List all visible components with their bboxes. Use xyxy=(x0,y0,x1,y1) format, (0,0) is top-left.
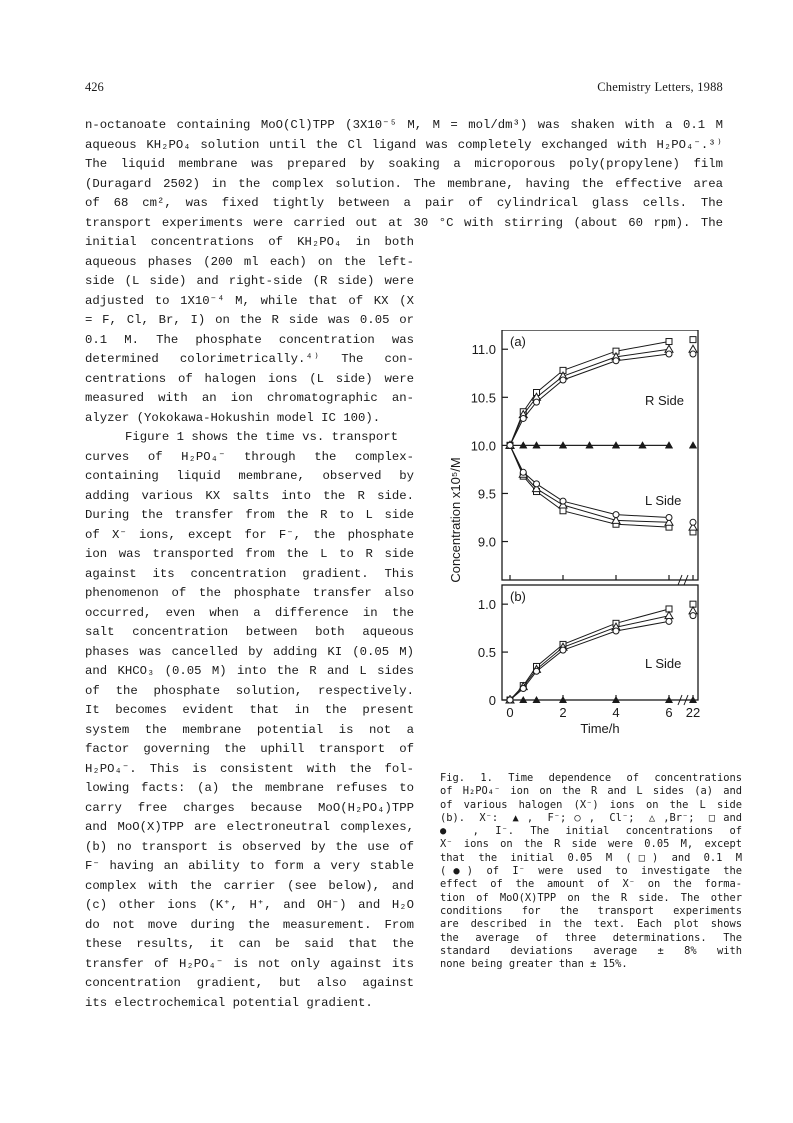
text-line: side (L side) and right-side (R side) were xyxy=(85,274,414,288)
figure-1 xyxy=(440,330,740,770)
text-line: measured with an ion chromatographic an- xyxy=(85,391,414,405)
text-line: do not move during the measurement. From xyxy=(85,917,414,932)
data-point xyxy=(690,613,696,619)
text-line: against its concentration gradient. This xyxy=(85,566,414,581)
data-point xyxy=(560,498,566,504)
text-line: = F, Cl, Br, I) on the R side was 0.05 or xyxy=(85,313,414,327)
text-line: H₂PO₄⁻. This is consistent with the fol- xyxy=(85,761,414,776)
caption-line: none being greater than ± 15%. xyxy=(440,958,628,971)
text-line: alyzer (Yokokawa-Hokushin model IC 100). xyxy=(85,410,381,425)
caption-line: are described in the text. Each plot shows xyxy=(440,918,742,931)
text-line: phenomenon of the phosphate transfer also xyxy=(85,586,414,600)
data-point xyxy=(612,441,620,448)
plot-frame xyxy=(502,585,698,700)
data-point xyxy=(560,647,566,653)
series-line xyxy=(510,609,669,700)
x-tick-label: 0 xyxy=(506,705,514,720)
text-line: It becomes evident that in the present xyxy=(85,703,414,717)
text-line: phases was cancelled by adding KI (0.05 M) xyxy=(85,644,414,659)
page-header xyxy=(0,80,793,100)
caption-line: tion of MoO(X)TPP on the R side. The other xyxy=(440,891,742,904)
data-point xyxy=(507,697,513,703)
y-tick-label: 10.0 xyxy=(470,438,496,454)
caption-line: that the initial 0.05 M (□) and 0.1 M xyxy=(440,851,742,864)
data-point xyxy=(666,515,672,521)
data-point xyxy=(520,469,526,475)
caption-line: of H₂PO₄⁻ ion on the R and L sides (a) and xyxy=(440,785,742,798)
annotation-l-side: L Side xyxy=(645,493,682,508)
data-point xyxy=(534,481,540,487)
text-line: carry free charges because MoO(H₂PO₄)TPP xyxy=(85,800,414,815)
data-point xyxy=(559,441,567,448)
data-point xyxy=(690,351,696,357)
data-point xyxy=(613,512,619,518)
x-tick-label: 6 xyxy=(665,705,673,720)
figure-1-plot xyxy=(440,330,740,770)
text-line: concentration gradient, but also against xyxy=(85,976,414,990)
y-tick-label: 9.5 xyxy=(477,486,496,502)
text-line: Figure 1 shows the time vs. transport xyxy=(125,430,399,444)
y-tick-label: 0 xyxy=(488,693,496,708)
text-line: F⁻ having an ability to form a very stable xyxy=(85,859,414,873)
caption-line: Fig. 1. Time dependence of concentrations xyxy=(440,772,742,784)
y-tick-label: 1.0 xyxy=(477,597,496,613)
data-point xyxy=(507,442,513,448)
body-full-width xyxy=(85,116,723,233)
text-line: (b) no transport is observed by the use of xyxy=(85,839,414,854)
text-line: factor governing the uphill transport of xyxy=(85,742,414,756)
text-line: of X⁻ ions, except for F⁻, the phosphate xyxy=(85,527,414,542)
text-line: lowing facts: (a) the membrane refuses to xyxy=(85,781,414,795)
panel-label: (b) xyxy=(510,589,526,604)
data-point xyxy=(689,441,697,448)
plot-frame xyxy=(502,330,698,580)
text-line: its electrochemical potential gradient. xyxy=(85,995,373,1010)
y-tick-label: 10.5 xyxy=(470,390,496,406)
caption-line: effect of the amount of X⁻ on the forma- xyxy=(440,878,742,891)
data-point xyxy=(613,628,619,634)
text-line: aqueous KH₂PO₄ solution until the Cl ligand was completely exchanged with H₂PO₄⁻.³⁾ xyxy=(85,137,723,152)
data-point xyxy=(666,618,672,624)
y-axis-label: Concentration x10⁵/M xyxy=(448,457,463,583)
data-point xyxy=(613,358,619,364)
text-line: adding various KX salts into the R side. xyxy=(85,488,414,503)
text-line: of the phosphate solution, respectively. xyxy=(85,683,414,698)
x-axis-label: Time/h xyxy=(580,721,620,736)
text-line: (Duragard 2502) in the complex solution. The membrane, having the effective area xyxy=(85,176,723,191)
text-line: of 68 cm², was fixed tightly between a pair of cylindrical glass cells. The xyxy=(85,196,723,210)
text-line: occurred, even when a difference in the xyxy=(85,605,414,620)
text-line: aqueous phases (200 ml each) on the left- xyxy=(85,254,414,269)
caption-line: of various halogen (X⁻) ions on the L side xyxy=(440,798,742,811)
data-point xyxy=(690,519,696,525)
data-point xyxy=(639,441,647,448)
caption-line: X⁻ ions on the R side were 0.05 M, except xyxy=(440,838,742,851)
caption-line: ● , I⁻. The initial concentrations of xyxy=(440,825,742,838)
text-line: initial concentrations of KH₂PO₄ in both xyxy=(85,235,414,249)
caption-line: standard deviations average ± 8% with xyxy=(440,944,742,957)
y-tick-label: 9.0 xyxy=(477,534,496,550)
x-tick-label: 2 xyxy=(559,705,567,720)
data-point xyxy=(560,508,566,514)
data-point xyxy=(519,441,527,448)
x-tick-label: 22 xyxy=(685,705,701,720)
annotation-l-side: L Side xyxy=(645,656,682,671)
caption-line: (b). X⁻: ▲, F⁻;○, Cl⁻; △,Br⁻; □and xyxy=(440,811,742,824)
text-line: and KHCO₃ (0.05 M) into the R and L sides xyxy=(85,664,414,678)
body-left-column xyxy=(85,233,414,1013)
data-point xyxy=(690,337,696,343)
panel-label: (a) xyxy=(510,334,526,349)
text-line: transfer of H₂PO₄⁻ is not only against its xyxy=(85,956,414,971)
data-point xyxy=(534,399,540,405)
text-line: system the membrane potential is not a xyxy=(85,722,414,737)
text-line: ion was transported from the L to R side xyxy=(85,547,414,561)
data-point xyxy=(560,377,566,383)
text-line: n-octanoate containing MoO(Cl)TPP (3X10⁻⁵ M, M = mol/dm³) was shaken with a 0.1 M xyxy=(85,118,723,132)
text-line: complex with the carrier (see below), and xyxy=(85,878,414,893)
text-line: transport experiments were carried out at 30 °C with stirring (about 60 rpm). The xyxy=(85,215,723,230)
caption-line: conditions for the transport experiments xyxy=(440,904,742,917)
journal-title: Chemistry Letters, 1988 xyxy=(597,80,723,94)
data-point xyxy=(520,686,526,692)
page-number: 426 xyxy=(85,80,104,94)
text-line: During the transfer from the R to L side xyxy=(85,508,414,522)
y-tick-label: 0.5 xyxy=(477,645,496,661)
text-line: containing liquid membrane, observed by xyxy=(85,469,414,483)
y-tick-label: 11.0 xyxy=(471,342,496,358)
data-point xyxy=(665,441,673,448)
data-point xyxy=(665,612,673,619)
x-tick-label: 4 xyxy=(612,705,620,720)
figure-caption xyxy=(440,772,742,971)
data-point xyxy=(586,441,594,448)
text-line: these results, it can be said that the xyxy=(85,937,414,951)
text-line: adjusted to 1X10⁻⁴ M, while that of KX (X xyxy=(85,293,414,308)
text-line: (c) other ions (K⁺, H⁺, and OH⁻) and H₂O xyxy=(85,898,414,912)
text-line: centrations of halogen ions (L side) were xyxy=(85,371,414,386)
text-line: curves of H₂PO₄⁻ through the complex- xyxy=(85,449,414,464)
data-point xyxy=(533,441,541,448)
data-point xyxy=(666,339,672,345)
caption-line: the average of three determinations. The xyxy=(440,931,742,944)
data-point xyxy=(666,351,672,357)
data-point xyxy=(520,415,526,421)
caption-line: (●) of I⁻ were used to investigate the xyxy=(440,865,742,878)
annotation-r-side: R Side xyxy=(645,393,685,408)
text-line: salt concentration between both aqueous xyxy=(85,625,414,639)
data-point xyxy=(534,668,540,674)
text-line: 0.1 M. The phosphate concentration was xyxy=(85,332,414,347)
text-line: The liquid membrane was prepared by soaking a microporous poly(propylene) film xyxy=(85,157,723,171)
text-line: and MoO(X)TPP are electroneutral complexes, xyxy=(85,820,414,834)
text-line: determined colorimetrically.⁴⁾ The con- xyxy=(85,352,414,366)
